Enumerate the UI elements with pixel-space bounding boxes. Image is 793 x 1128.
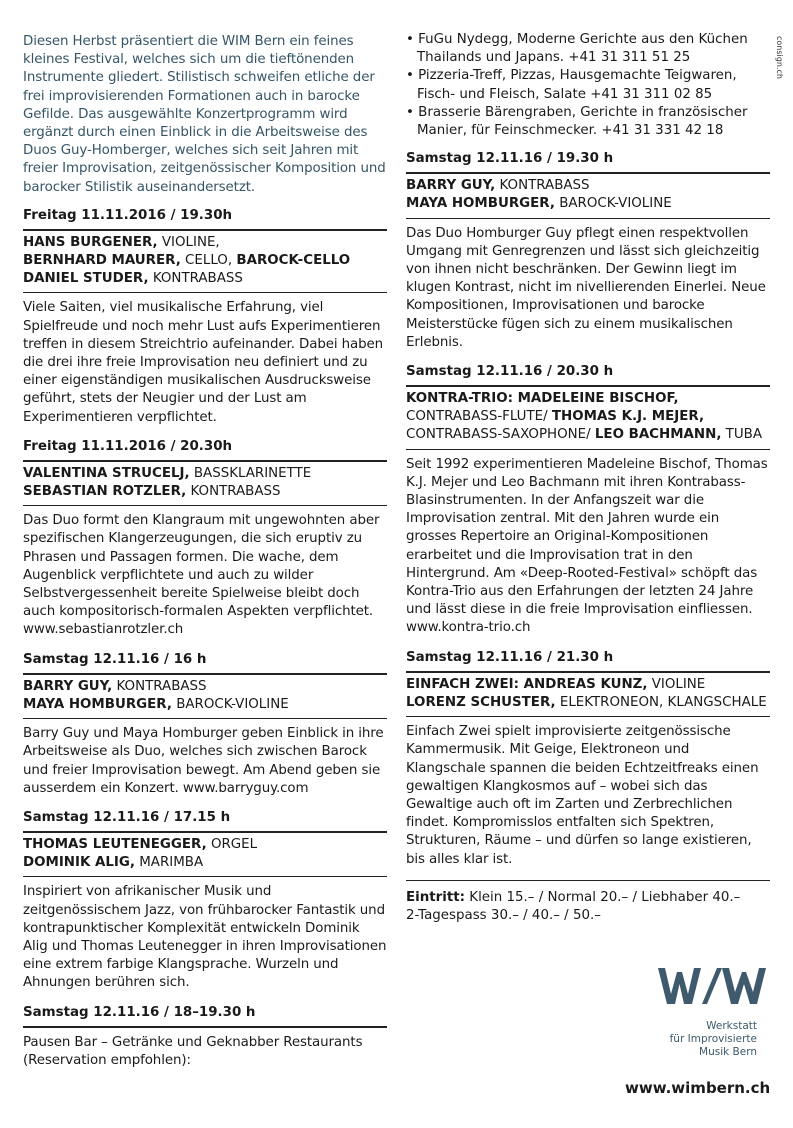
- performer-line: [23, 483, 387, 501]
- performer-line: [406, 195, 770, 213]
- admission-prices: Klein 15.– / Normal 20.– / Liebhaber 40.–: [465, 889, 741, 905]
- performer-line: [23, 234, 387, 252]
- performer-name: SEBASTIAN ROTZLER,: [23, 484, 187, 500]
- left-column: [23, 33, 387, 1081]
- performer-instrument: TUBA: [721, 427, 763, 443]
- performer-line: [23, 465, 387, 483]
- performer-instrument: BAROCK-VIOLINE: [554, 196, 672, 212]
- concert-entry: [23, 651, 387, 798]
- concert-entry: [406, 150, 770, 352]
- wim-logo-mark: [658, 968, 766, 1004]
- restaurant-item: • Pizzeria-Treff, Pizzas, Hausgemachte Teigwaren, Fisch- und Fleisch, Salate +41 31 311 02 85: [406, 68, 737, 102]
- concert-entry: [406, 649, 770, 869]
- concert-description: Pausen Bar – Getränke und Geknabber Restaurants (Reservation empfohlen):: [23, 1034, 363, 1068]
- performer-name: EINFACH ZWEI: ANDREAS KUNZ,: [406, 676, 648, 692]
- wim-logo-line2: für Improvisierte: [669, 1033, 757, 1045]
- performer-name: MAYA HOMBURGER,: [406, 196, 555, 212]
- performer-line: [406, 694, 770, 712]
- performer-name: KONTRA-TRIO: MADELEINE BISCHOF,: [406, 391, 679, 407]
- concert-date: Samstag 12.11.16 / 18–19.30 h: [23, 1004, 387, 1028]
- concert-date: Samstag 12.11.16 / 20.30 h: [406, 363, 770, 387]
- concert-entry: [23, 207, 387, 427]
- concert-date: Freitag 11.11.2016 / 20.30h: [23, 438, 387, 462]
- performer-name: LEO BACHMANN,: [594, 427, 722, 443]
- performer-instrument: CONTRABASS-SAXOPHONE/: [406, 427, 595, 443]
- performer-instrument: KONTRABASS: [148, 271, 243, 287]
- performer-name: BARRY GUY,: [23, 678, 113, 694]
- concert-date: Freitag 11.11.2016 / 19.30h: [23, 207, 387, 231]
- performer-name: MAYA HOMBURGER,: [23, 696, 172, 712]
- performer-instrument: BASSKLARINETTE: [189, 465, 312, 481]
- performer-line: [406, 426, 770, 444]
- concert-description: Barry Guy und Maya Homburger geben Einblick in ihre Arbeitsweise als Duo, welches sich zwischen Barock und freier Improvisation bewegt. Am Abend geben sie ausserdem ein Konzert. www.barryguy.com: [23, 726, 384, 796]
- performer-list: [406, 174, 770, 218]
- performer-line: [23, 252, 387, 270]
- performer-line: [406, 408, 770, 426]
- restaurant-item: • FuGu Nydegg, Moderne Gerichte aus den Küchen Thailands und Japans. +41 31 311 51 25: [406, 32, 748, 66]
- concert-description: Viele Saiten, viel musikalische Erfahrung, viel Spielfreude und noch mehr Lust aufs Experimentieren treffen in diesem Streichtrio aufeinander. Dabei haben die drei ihre freie Improvisation neu definiert und zu einer eigenständigen musikalischen Ausdrucksweise geführt, stets der Neugier und der Lust am Experimentieren verpflichtet.: [23, 300, 384, 425]
- performer-name: HANS BURGENER,: [23, 234, 158, 250]
- right-column: [406, 33, 770, 925]
- performer-line: [23, 696, 387, 714]
- performer-instrument: CELLO,: [180, 253, 237, 269]
- performer-name: LORENZ SCHUSTER,: [406, 694, 556, 710]
- performer-name: VALENTINA STRUCELJ,: [23, 465, 190, 481]
- performer-line: [406, 390, 770, 408]
- left-concert-list: [23, 207, 387, 1070]
- performer-name: THOMAS LEUTENEGGER,: [23, 836, 207, 852]
- performer-list: [23, 231, 387, 294]
- concert-date: Samstag 12.11.16 / 21.30 h: [406, 649, 770, 673]
- restaurant-list: [406, 31, 770, 140]
- concert-date: Samstag 12.11.16 / 19.30 h: [406, 150, 770, 174]
- performer-line: [23, 836, 387, 854]
- performer-list: [23, 462, 387, 506]
- performer-name: THOMAS K.J. MEJER,: [551, 409, 705, 425]
- performer-instrument: BAROCK-VIOLINE: [171, 696, 289, 712]
- performer-line: [406, 177, 770, 195]
- performer-name: BAROCK-CELLO: [236, 253, 351, 269]
- concert-description: Seit 1992 experimentieren Madeleine Bischof, Thomas K.J. Mejer und Leo Bachmann mit ihren Kontrabass-Blasinstrumenten. In der Anfangszeit war die Improvisation zentral. Mit den Jahren wurde ein grosses Repertoire an Original-Kompositionen erarbeitet und die Improvisation trat in den Hintergrund. Am «Deep-Rooted-Festival» schöpft das Kontra-Trio aus den Erfahrungen der letzten 24 Jahre und lässt diese in die freie Improvisation einfliessen. www.kontra-trio.ch: [406, 456, 768, 636]
- performer-instrument: ORGEL: [206, 836, 258, 852]
- admission-info: [406, 880, 770, 925]
- performer-name: BARRY GUY,: [406, 178, 496, 194]
- performer-line: [23, 678, 387, 696]
- right-concert-list: [406, 150, 770, 869]
- performer-line: [23, 854, 387, 872]
- concert-entry: [23, 1004, 387, 1070]
- designer-credit: consign.ch: [775, 36, 784, 79]
- performer-instrument: KONTRABASS: [495, 178, 590, 194]
- performer-instrument: VIOLINE: [647, 676, 706, 692]
- restaurant-item: • Brasserie Bärengraben, Gerichte in französischer Manier, für Feinschmecker. +41 31 331 42 18: [406, 104, 748, 139]
- performer-instrument: MARIMBA: [135, 855, 204, 871]
- performer-line: [23, 270, 387, 288]
- performer-name: DANIEL STUDER,: [23, 271, 149, 287]
- performer-name: DOMINIK ALIG,: [23, 855, 135, 871]
- performer-list: [23, 675, 387, 719]
- performer-instrument: KONTRABASS: [112, 678, 207, 694]
- concert-description: Inspiriert von afrikanischer Musik und zeitgenössischem Jazz, von frühbarocker Fantastik und kontrapunktischer Komplexität entwickeln Dominik Alig und Thomas Leutenegger in ihren Improvisationen eine extrem farbige Klangsprache. Wurzeln und Ahnungen berühren sich.: [23, 884, 387, 991]
- admission-pass: 2-Tagespass 30.– / 40.– / 50.–: [406, 907, 601, 923]
- concert-description: Das Duo formt den Klangraum mit ungewohnten aber spezifischen Klangerzeugungen, die sich eruptiv zu Phrasen und Passagen formen. Die wache, dem Augenblick verpflichtete und auch zu wilder Selbstvergessenheit bereite Spielweise bleibt doch auch kompositorisch-formalen Aspekten verpflichtet. www.sebastianrotzler.ch: [23, 513, 380, 638]
- performer-list: [406, 673, 770, 717]
- performer-instrument: KONTRABASS: [186, 484, 281, 500]
- concert-entry: [406, 363, 770, 638]
- concert-description: Einfach Zwei spielt improvisierte zeitgenössische Kammermusik. Mit Geige, Elektroneon und Klangschale spannen die beiden Echtzeitfreaks einen gewaltigen Klangkosmos auf – wobei sich das Gewaltige auch oft im Zarten und Zerbrechlichen findet. Kompromisslos entfalten sich Spektren, Strukturen, Räume – und dürfen so lange existieren, bis alles klar ist.: [406, 724, 759, 867]
- performer-list: [406, 387, 770, 450]
- admission-label: Eintritt:: [406, 889, 466, 905]
- concert-entry: [23, 809, 387, 993]
- wim-logo-line1: Werkstatt: [706, 1020, 757, 1032]
- wim-logo-line3: Musik Bern: [699, 1046, 757, 1058]
- performer-name: BERNHARD MAURER,: [23, 253, 181, 269]
- intro-text: Diesen Herbst präsentiert die WIM Bern ein feines kleines Festival, welches sich um die tieftönenden Instrumente gliedert. Stilistisch schweifen etliche der frei improvisierenden Formationen auch in barocke Gefilde. Das ausgewählte Konzertprogramm wird ergänzt durch einen Einblick in die Arbeitsweise des Duos Guy-Homberger, welches sich seit Jahren mit freier Improvisation, zeitgenössischer Komposition und barocker Stilistik auseinandersetzt.: [23, 34, 386, 195]
- performer-instrument: CONTRABASS-FLUTE/: [406, 409, 552, 425]
- performer-instrument: ELEKTRONEON, KLANGSCHALE: [555, 694, 767, 710]
- performer-list: [23, 833, 387, 877]
- performer-line: [406, 676, 770, 694]
- concert-date: Samstag 12.11.16 / 17.15 h: [23, 809, 387, 833]
- website-url[interactable]: www.wimbern.ch: [625, 1079, 771, 1097]
- performer-instrument: VIOLINE,: [157, 234, 220, 250]
- concert-description: Das Duo Homburger Guy pflegt einen respektvollen Umgang mit Genregrenzen und lässt sich gleichzeitig von ihnen nicht beschränken. Der Gewinn liegt im klugen Kontrast, nicht im nivellierenden Einerlei. Neue Kompositionen, Improvisationen und barocke Meisterstücke fügen sich zu einem musikalischen Erlebnis.: [406, 225, 766, 350]
- concert-date: Samstag 12.11.16 / 16 h: [23, 651, 387, 675]
- wim-logo: [614, 962, 774, 1082]
- concert-entry: [23, 438, 387, 640]
